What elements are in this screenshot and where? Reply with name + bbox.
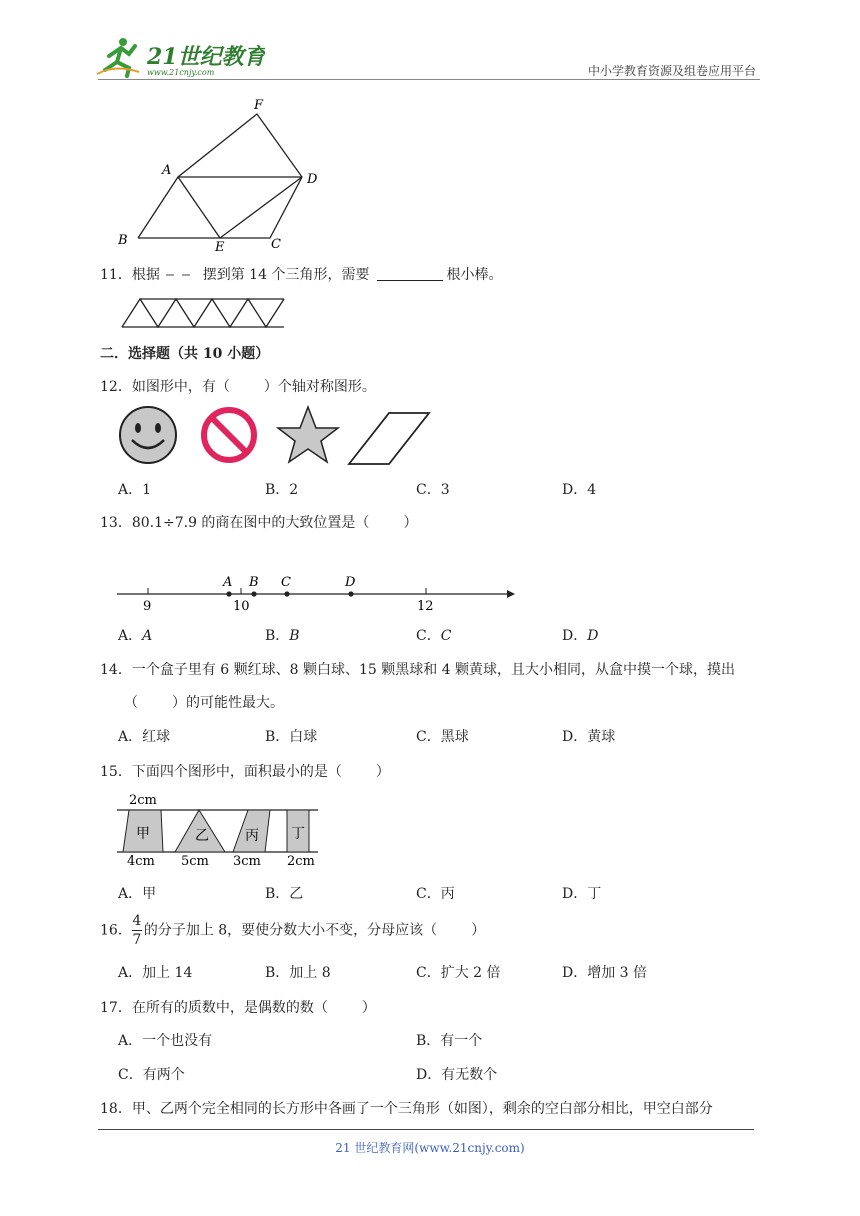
- point-C: [284, 591, 289, 596]
- header-platform-text: 中小学教育资源及组卷应用平台: [587, 64, 756, 78]
- label-C: C: [271, 237, 281, 251]
- q13-option-d[interactable]: D．D: [562, 628, 599, 644]
- smiley-face-icon: [120, 407, 176, 463]
- footer-text[interactable]: 21 世纪教育网(www.21cnjy.com): [335, 1141, 525, 1155]
- question-16: 16． $\frac{4}{7}$ 的分子加上 8，要使分数大小不变，分母应该（ ）: [100, 913, 486, 948]
- q12-option-b[interactable]: B．2: [265, 482, 299, 498]
- q16-option-c[interactable]: C．扩大 2 倍: [416, 965, 501, 981]
- bottom-label-1: 4cm: [127, 854, 155, 868]
- tick-12: 12: [417, 599, 434, 614]
- geometry-figure: [110, 96, 330, 251]
- area-shapes-figure: [115, 790, 325, 868]
- q15-option-a[interactable]: A．甲: [118, 886, 157, 902]
- logo-url: www.21cnjy.com: [147, 68, 215, 77]
- q15-option-d[interactable]: D．丁: [562, 886, 602, 902]
- point-A-label: A: [223, 575, 233, 590]
- header-divider: [98, 79, 760, 80]
- point-B: [251, 591, 256, 596]
- question-14-line1: 14．一个盒子里有 6 颗红球、8 颗白球、15 颗黑球和 4 颗黄球，且大小相同，从盒中摸一个球，摸出: [100, 662, 736, 678]
- q12-option-a[interactable]: A．1: [118, 482, 152, 498]
- tick-10: 10: [233, 599, 250, 614]
- question-17: 17．在所有的质数中，是偶数的数（ ）: [100, 1000, 376, 1016]
- q17-option-b[interactable]: B．有一个: [416, 1033, 483, 1049]
- question-13: 13．80.1÷7.9 的商在图中的大致位置是（ ）: [100, 515, 418, 531]
- point-C-label: C: [281, 575, 291, 590]
- question-12: 12．如图形中，有（ ）个轴对称图形。: [100, 379, 376, 395]
- footer-divider: [98, 1129, 754, 1130]
- question-18: 18．甲、乙两个完全相同的长方形中各画了一个三角形（如图），剩余的空白部分相比，甲空白部分: [100, 1101, 713, 1117]
- q13-option-a[interactable]: A．A: [118, 628, 153, 644]
- shapes-figure: [118, 404, 433, 470]
- parallelogram-icon: [349, 413, 429, 464]
- bottom-label-3: 3cm: [233, 854, 261, 868]
- question-11: 11．根据 摆到第 14 个三角形，需要 根小棒。: [100, 267, 503, 283]
- question-14-line2: （ ）的可能性最大。: [124, 695, 284, 711]
- q14-option-a[interactable]: A．红球: [118, 729, 171, 745]
- q14-option-d[interactable]: D．黄球: [562, 729, 616, 745]
- shape-yi: 乙: [195, 828, 209, 844]
- label-B: B: [118, 233, 128, 248]
- label-A: A: [162, 163, 172, 178]
- q17-option-c[interactable]: C．有两个: [118, 1067, 185, 1083]
- point-B-label: B: [249, 575, 259, 590]
- top-label: 2cm: [129, 793, 157, 808]
- q15-option-c[interactable]: C．丙: [416, 886, 455, 902]
- q13-option-c[interactable]: C．C: [416, 628, 452, 644]
- q13-option-b[interactable]: B．B: [265, 628, 300, 644]
- sticks-pattern-icon: [164, 269, 198, 279]
- label-E: E: [215, 240, 225, 251]
- star-icon: [278, 407, 338, 462]
- no-sign-icon: [204, 410, 254, 460]
- q17-option-a[interactable]: A．一个也没有: [118, 1033, 213, 1049]
- label-F: F: [254, 98, 264, 113]
- question-15: 15．下面四个图形中，面积最小的是（ ）: [100, 764, 390, 780]
- section-title: 二．选择题（共 10 小题）: [100, 346, 270, 362]
- q17-option-d[interactable]: D．有无数个: [416, 1067, 498, 1083]
- q14-option-b[interactable]: B．白球: [265, 729, 318, 745]
- q16-option-a[interactable]: A．加上 14: [118, 965, 193, 981]
- shape-bing: 丙: [245, 828, 259, 844]
- answer-blank[interactable]: [377, 266, 443, 281]
- site-logo: [95, 34, 265, 78]
- fraction: $\frac{4}{7}$: [132, 913, 142, 948]
- number-line-figure: [115, 570, 520, 615]
- shape-ding: 丁: [291, 826, 305, 842]
- q16-option-d[interactable]: D．增加 3 倍: [562, 965, 648, 981]
- point-A: [226, 591, 231, 596]
- q15-option-b[interactable]: B．乙: [265, 886, 304, 902]
- q12-option-c[interactable]: C．3: [416, 482, 450, 498]
- label-D: D: [307, 172, 318, 187]
- q14-option-c[interactable]: C．黑球: [416, 729, 469, 745]
- q12-option-d[interactable]: D．4: [562, 482, 597, 498]
- point-D-label: D: [345, 575, 356, 590]
- runner-icon: [97, 38, 139, 76]
- shape-jia: 甲: [136, 826, 150, 842]
- point-D: [348, 591, 353, 596]
- logo-text: 21世纪教育: [147, 44, 265, 70]
- bottom-label-2: 5cm: [181, 854, 209, 868]
- triangle-sticks-figure: [120, 297, 286, 329]
- bottom-label-4: 2cm: [287, 854, 315, 868]
- q16-option-b[interactable]: B．加上 8: [265, 965, 331, 981]
- tick-9: 9: [143, 599, 152, 614]
